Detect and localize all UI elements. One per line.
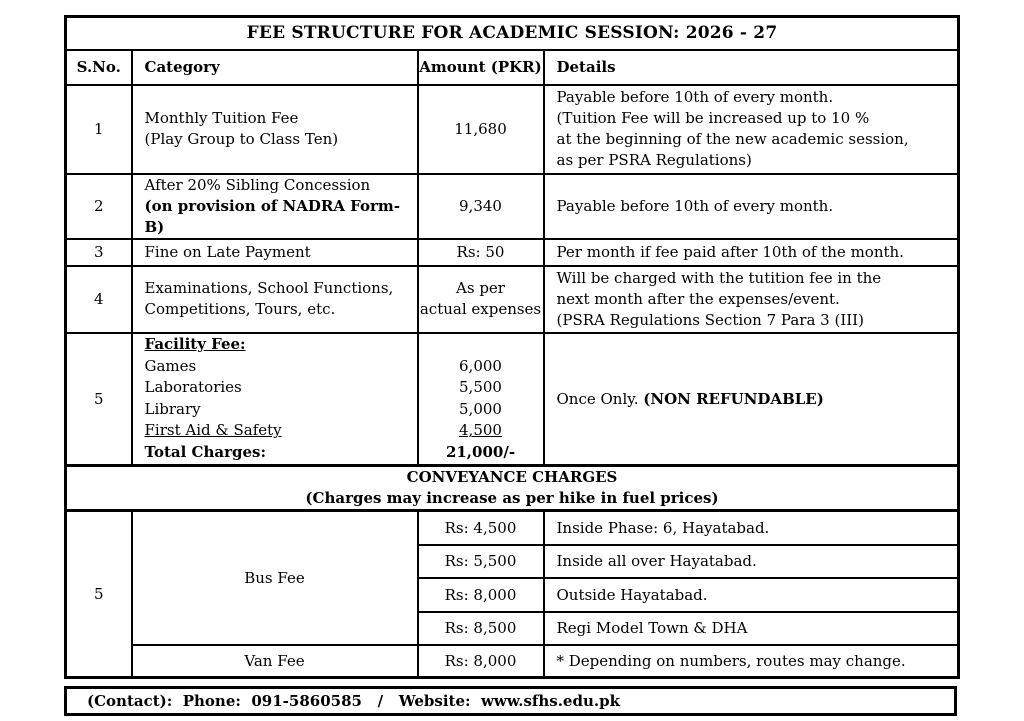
- cell-details: Regi Model Town & DHA: [544, 612, 959, 645]
- cell-details: Outside Hayatabad.: [544, 578, 959, 612]
- table-row: [66, 511, 959, 545]
- details-text: Once Only.: [556, 389, 644, 408]
- cell-amount: [418, 266, 544, 333]
- table-header-row: [66, 50, 959, 85]
- cell-amount: Rs: 8,000: [418, 645, 544, 678]
- cell-amount-facility: [418, 333, 544, 466]
- category-line: Examinations, School Functions,: [144, 279, 394, 297]
- category-line: After 20% Sibling Concession: [144, 175, 371, 194]
- details-line: (PSRA Regulations Section 7 Para 3 (III): [556, 310, 864, 329]
- cell-details: * Depending on numbers, routes may change.: [544, 645, 959, 678]
- cell-sno: 1: [66, 85, 132, 174]
- table-row: [66, 333, 959, 466]
- facility-item-amount: 6,000: [459, 356, 502, 375]
- details-line: as per PSRA Regulations): [556, 151, 752, 169]
- cell-sno: 4: [66, 266, 132, 333]
- facility-item-amount-underlined: 4,500: [459, 421, 502, 440]
- table-row: [66, 174, 959, 239]
- facility-item-label: Laboratories: [144, 378, 242, 397]
- facility-total-amount: 21,000/-: [445, 442, 516, 461]
- cell-amount: Rs: 8,500: [418, 612, 544, 645]
- facility-total-label: Total Charges:: [144, 442, 266, 461]
- amount-line: actual expenses: [419, 300, 542, 318]
- cell-sno: 3: [66, 239, 132, 266]
- facility-item-amount: 5,000: [459, 399, 502, 418]
- table-row: [66, 239, 959, 266]
- cell-sno: 2: [66, 174, 132, 239]
- amount-line: As per: [456, 279, 505, 297]
- cell-details: [544, 333, 959, 466]
- cell-details: [544, 266, 959, 333]
- cell-details: Payable before 10th of every month.: [544, 174, 959, 239]
- col-header-amount: Amount (PKR): [418, 50, 544, 85]
- cell-amount: Rs: 8,000: [418, 578, 544, 612]
- cell-amount: 9,340: [418, 174, 544, 239]
- cell-details: [544, 85, 959, 174]
- contact-bar: [64, 686, 957, 716]
- cell-amount: Rs: 50: [418, 239, 544, 266]
- facility-item-label: First Aid & Safety: [144, 421, 282, 440]
- conveyance-title: CONVEYANCE CHARGES: [406, 468, 618, 486]
- facility-header: Facility Fee:: [144, 335, 246, 354]
- cell-amount: Rs: 5,500: [418, 545, 544, 578]
- fee-structure-table: [64, 15, 960, 679]
- details-line: (Tuition Fee will be increased up to 10 %: [556, 109, 870, 127]
- category-line: (Play Group to Class Ten): [144, 130, 339, 148]
- conveyance-subtitle: (Charges may increase as per hike in fuel prices): [305, 489, 719, 507]
- facility-item-amount: [419, 420, 543, 442]
- col-header-sno: S.No.: [66, 50, 132, 85]
- contact-text: (Contact): Phone: 091-5860585 / Website: www.sfhs.edu.pk: [87, 692, 620, 710]
- cell-details: Inside all over Hayatabad.: [544, 545, 959, 578]
- cell-category: [132, 85, 418, 174]
- table-row: [66, 17, 959, 50]
- table-row: [66, 266, 959, 333]
- details-line: at the beginning of the new academic session,: [556, 130, 909, 148]
- category-line: Monthly Tuition Fee: [144, 109, 299, 127]
- category-line: Competitions, Tours, etc.: [144, 300, 336, 318]
- conveyance-header: [66, 466, 959, 511]
- details-line: next month after the expenses/event.: [556, 289, 840, 308]
- details-line: Payable before 10th of every month.: [556, 88, 834, 106]
- cell-sno: 5: [66, 511, 132, 678]
- conveyance-header-row: [66, 466, 959, 511]
- cell-details: Inside Phase: 6, Hayatabad.: [544, 511, 959, 545]
- table-row: [66, 85, 959, 174]
- facility-amount-spacer: [419, 334, 543, 356]
- details-line: Will be charged with the tutition fee in the: [556, 268, 882, 287]
- details-text-bold: (NON REFUNDABLE): [643, 389, 824, 408]
- cell-category-bus: Bus Fee: [132, 511, 418, 645]
- cell-amount: Rs: 4,500: [418, 511, 544, 545]
- facility-item-amount: 5,500: [459, 378, 502, 397]
- cell-category: [132, 266, 418, 333]
- page-title: FEE STRUCTURE FOR ACADEMIC SESSION: 2026 - 27: [66, 17, 959, 50]
- facility-item-label: Games: [144, 356, 197, 375]
- cell-amount: 11,680: [418, 85, 544, 174]
- cell-category-van: Van Fee: [132, 645, 418, 678]
- cell-category-facility: [132, 333, 418, 466]
- cell-category: [132, 174, 418, 239]
- cell-category: Fine on Late Payment: [132, 239, 418, 266]
- table-row: [66, 645, 959, 678]
- col-header-details: Details: [544, 50, 959, 85]
- col-header-category: Category: [132, 50, 418, 85]
- cell-sno: 5: [66, 333, 132, 466]
- cell-details: Per month if fee paid after 10th of the month.: [544, 239, 959, 266]
- facility-item-label: Library: [144, 399, 201, 418]
- category-line-bold: (on provision of NADRA Form-B): [144, 196, 401, 236]
